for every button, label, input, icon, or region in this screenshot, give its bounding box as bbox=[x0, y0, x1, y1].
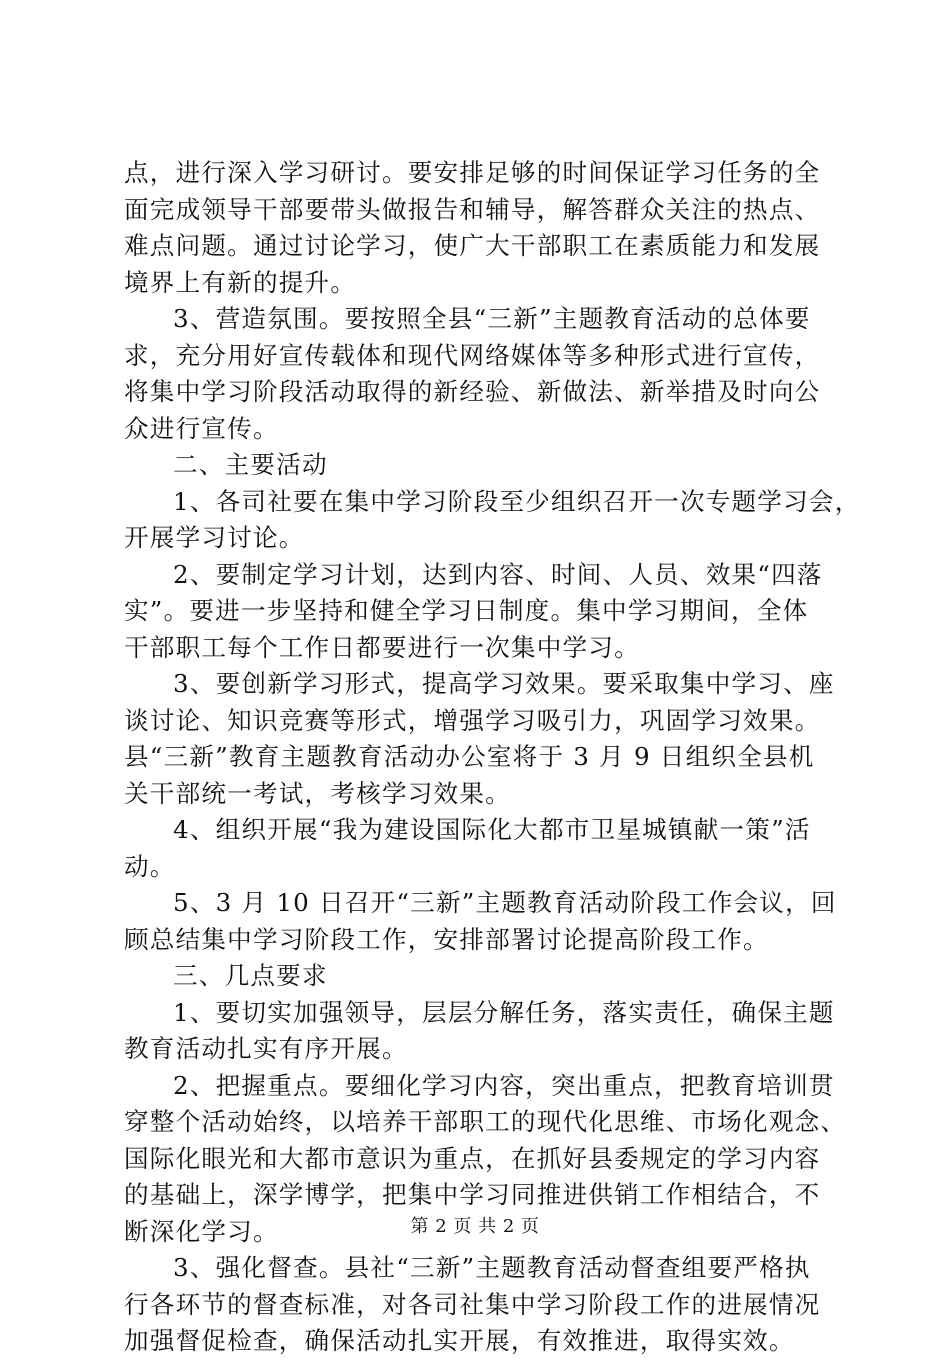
paragraph-line: 面完成领导干部要带头做报告和辅导，解答群众关注的热点、 bbox=[124, 194, 821, 224]
paragraph-line: 境界上有新的提升。 bbox=[124, 267, 357, 297]
paragraph-line: 求，充分用好宣传载体和现代网络媒体等多种形式进行宣传， bbox=[124, 340, 821, 370]
paragraph-first-line: 2、要制定学习计划，达到内容、时间、人员、效果“四落 bbox=[173, 559, 823, 589]
paragraph-line: 顾总结集中学习阶段工作，安排部署讨论提高阶段工作。 bbox=[124, 924, 769, 954]
paragraph-line: 县“三新”教育主题教育活动办公室将于 3 月 9 日组织全县机 bbox=[124, 742, 815, 771]
paragraph-first-line: 3、强化督查。县社“三新”主题教育活动督查组要严格执 bbox=[173, 1253, 811, 1282]
paragraph-line: 干部职工每个工作日都要进行一次集中学习。 bbox=[124, 632, 640, 662]
paragraph-line: 教育活动扎实有序开展。 bbox=[124, 1034, 408, 1063]
paragraph-first-line: 2、把握重点。要细化学习内容，突出重点，把教育培训贯 bbox=[173, 1070, 835, 1100]
paragraph-line: 谈讨论、知识竞赛等形式，增强学习吸引力，巩固学习效果。 bbox=[124, 705, 821, 735]
paragraph-first-line: 3、要创新学习形式，提高学习效果。要采取集中学习、座 bbox=[173, 669, 835, 698]
paragraph-line: 点，进行深入学习研讨。要安排足够的时间保证学习任务的全 bbox=[124, 158, 821, 187]
paragraph-line: 将集中学习阶段活动取得的新经验、新做法、新举措及时向公 bbox=[124, 377, 821, 406]
paragraph-line: 加强督促检查，确保活动扎实开展，有效推进，取得实效。 bbox=[124, 1326, 795, 1355]
paragraph-first-line: 三、几点要求 bbox=[173, 961, 328, 990]
paragraph-line: 断深化学习。 bbox=[124, 1216, 279, 1246]
paragraph-first-line: 4、组织开展“我为建设国际化大都市卫星城镇献一策”活 bbox=[173, 815, 811, 844]
paragraph-line: 难点问题。通过讨论学习，使广大干部职工在素质能力和发展 bbox=[124, 231, 821, 260]
paragraph-line: 国际化眼光和大都市意识为重点，在抓好县委规定的学习内容 bbox=[124, 1143, 821, 1173]
paragraph-line: 动。 bbox=[124, 851, 176, 881]
paragraph-first-line: 1、要切实加强领导，层层分解任务，落实责任，确保主题 bbox=[173, 997, 835, 1027]
paragraph-first-line: 1、各司社要在集中学习阶段至少组织召开一次专题学习会， bbox=[173, 486, 861, 516]
paragraph-first-line: 二、主要活动 bbox=[173, 450, 328, 479]
document-body bbox=[124, 155, 861, 1360]
paragraph-line: 实”。要进一步坚持和健全学习日制度。集中学习期间，全体 bbox=[124, 596, 809, 625]
paragraph-line: 穿整个活动始终，以培养干部职工的现代化思维、市场化观念、 bbox=[124, 1107, 847, 1136]
page-footer: 第 2 页 共 2 页 bbox=[410, 1216, 540, 1237]
paragraph-first-line: 5、3 月 10 日召开“三新”主题教育活动阶段工作会议，回 bbox=[173, 888, 837, 917]
paragraph-line: 行各环节的督查标准，对各司社集中学习阶段工作的进展情况 bbox=[124, 1289, 821, 1319]
paragraph-line: 众进行宣传。 bbox=[124, 413, 279, 443]
paragraph-line: 关干部统一考试，考核学习效果。 bbox=[124, 778, 511, 808]
paragraph-first-line: 3、营造氛围。要按照全县“三新”主题教育活动的总体要 bbox=[173, 304, 811, 333]
paragraph-line: 的基础上，深学博学，把集中学习同推进供销工作相结合，不 bbox=[124, 1180, 821, 1209]
paragraph-line: 开展学习讨论。 bbox=[124, 523, 305, 552]
